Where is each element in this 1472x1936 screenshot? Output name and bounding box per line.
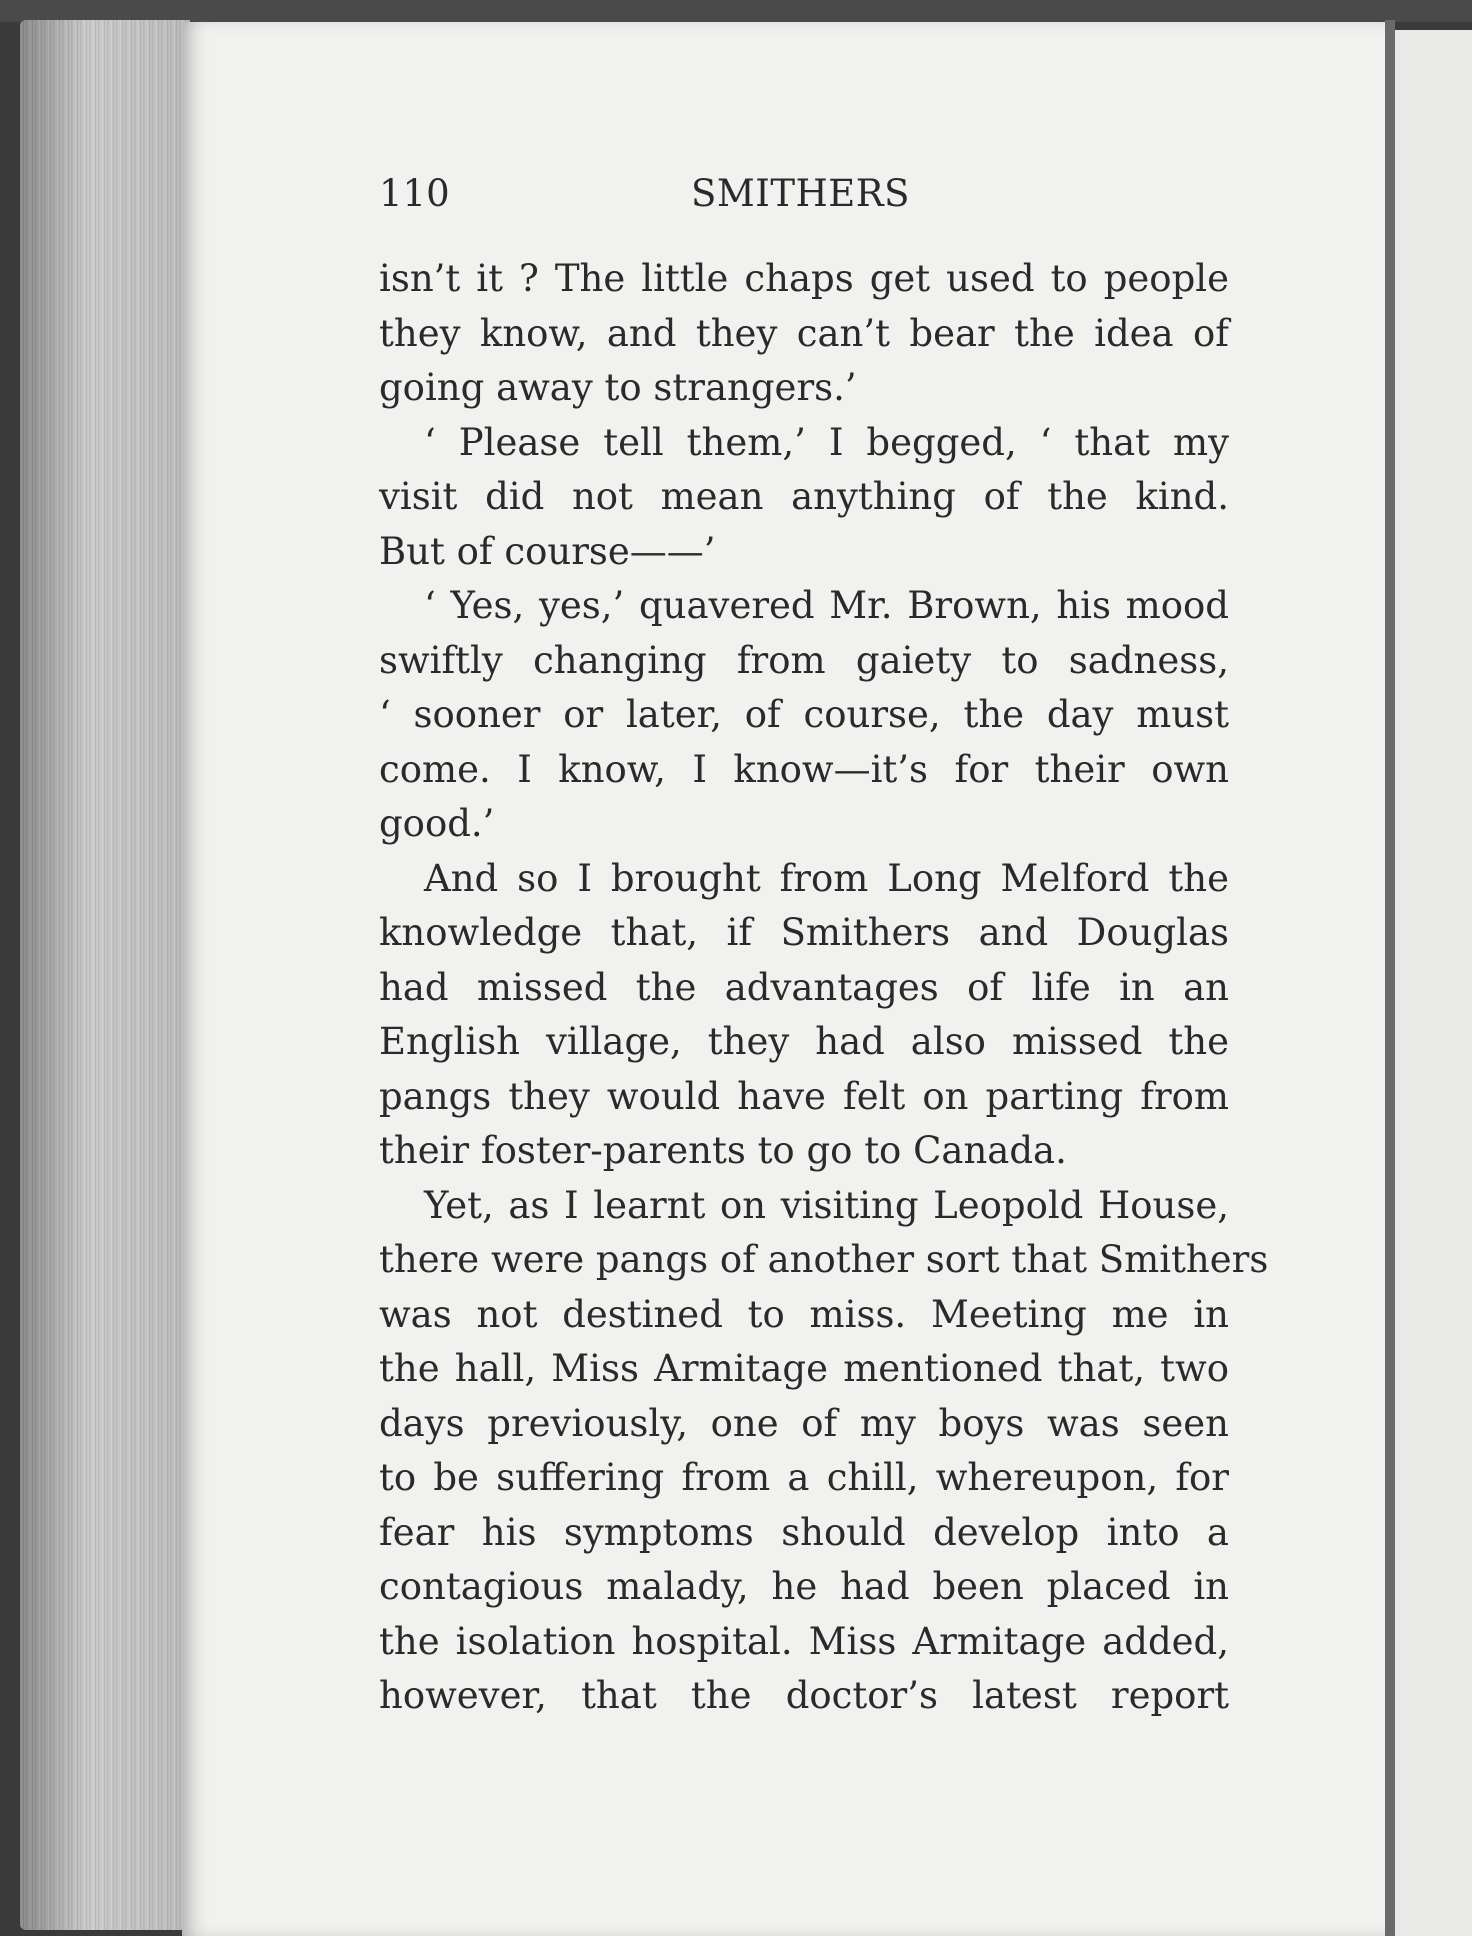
page-edges-shadow [20,20,190,1930]
text-line: Yet, as I learnt on visiting Leopold House, [424,1183,1229,1227]
text-line: however, that the doctor’s latest report [379,1674,1229,1717]
running-head: SMITHERS [691,172,911,215]
text-line: pangs they would have felt on parting from [379,1074,1229,1118]
page-header [379,172,1229,232]
text-line: ‘ sooner or later, of course, the day must [379,693,1229,736]
text-line: had missed the advantages of life in an [379,965,1229,1009]
text-line: their foster-parents to go to Canada. [379,1129,1067,1172]
adjacent-page-strip [1395,30,1472,1936]
text-line: visit did not mean anything of the kind. [379,475,1229,518]
text-line: English village, they had also missed the [379,1020,1229,1063]
text-line: swiftly changing from gaiety to sadness, [379,638,1229,682]
text-line: But of course——’ [379,529,716,573]
page-number: 110 [379,172,450,215]
text-line: there were pangs of another sort that Smithers [379,1238,1269,1281]
text-line: good.’ [379,802,495,845]
scan-top-border [0,0,1472,22]
text-line: ‘ Please tell them,’ I begged, ‘ that my [424,420,1229,464]
text-line: going away to strangers.’ [379,366,857,409]
text-line: to be suffering from a chill, whereupon, for [379,1456,1229,1499]
text-line: knowledge that, if Smithers and Douglas [379,911,1229,954]
right-page-border [1385,20,1395,1936]
text-line: And so I brought from Long Melford the [424,856,1229,900]
text-line: was not destined to miss. Meeting me in [379,1292,1229,1336]
body-text [379,252,1269,1724]
text-line: days previously, one of my boys was seen [379,1401,1229,1445]
text-line: contagious malady, he had been placed in [379,1565,1229,1608]
text-line: the isolation hospital. Miss Armitage added, [379,1619,1229,1663]
text-line: they know, and they can’t bear the idea of [379,311,1229,355]
text-line: ‘ Yes, yes,’ quavered Mr. Brown, his mood [424,584,1229,627]
text-line: the hall, Miss Armitage mentioned that, two [379,1347,1229,1390]
text-line: fear his symptoms should develop into a [379,1510,1229,1554]
text-line: come. I know, I know—it’s for their own [379,747,1229,791]
text-line: isn’t it ? The little chaps get used to people [379,257,1229,300]
